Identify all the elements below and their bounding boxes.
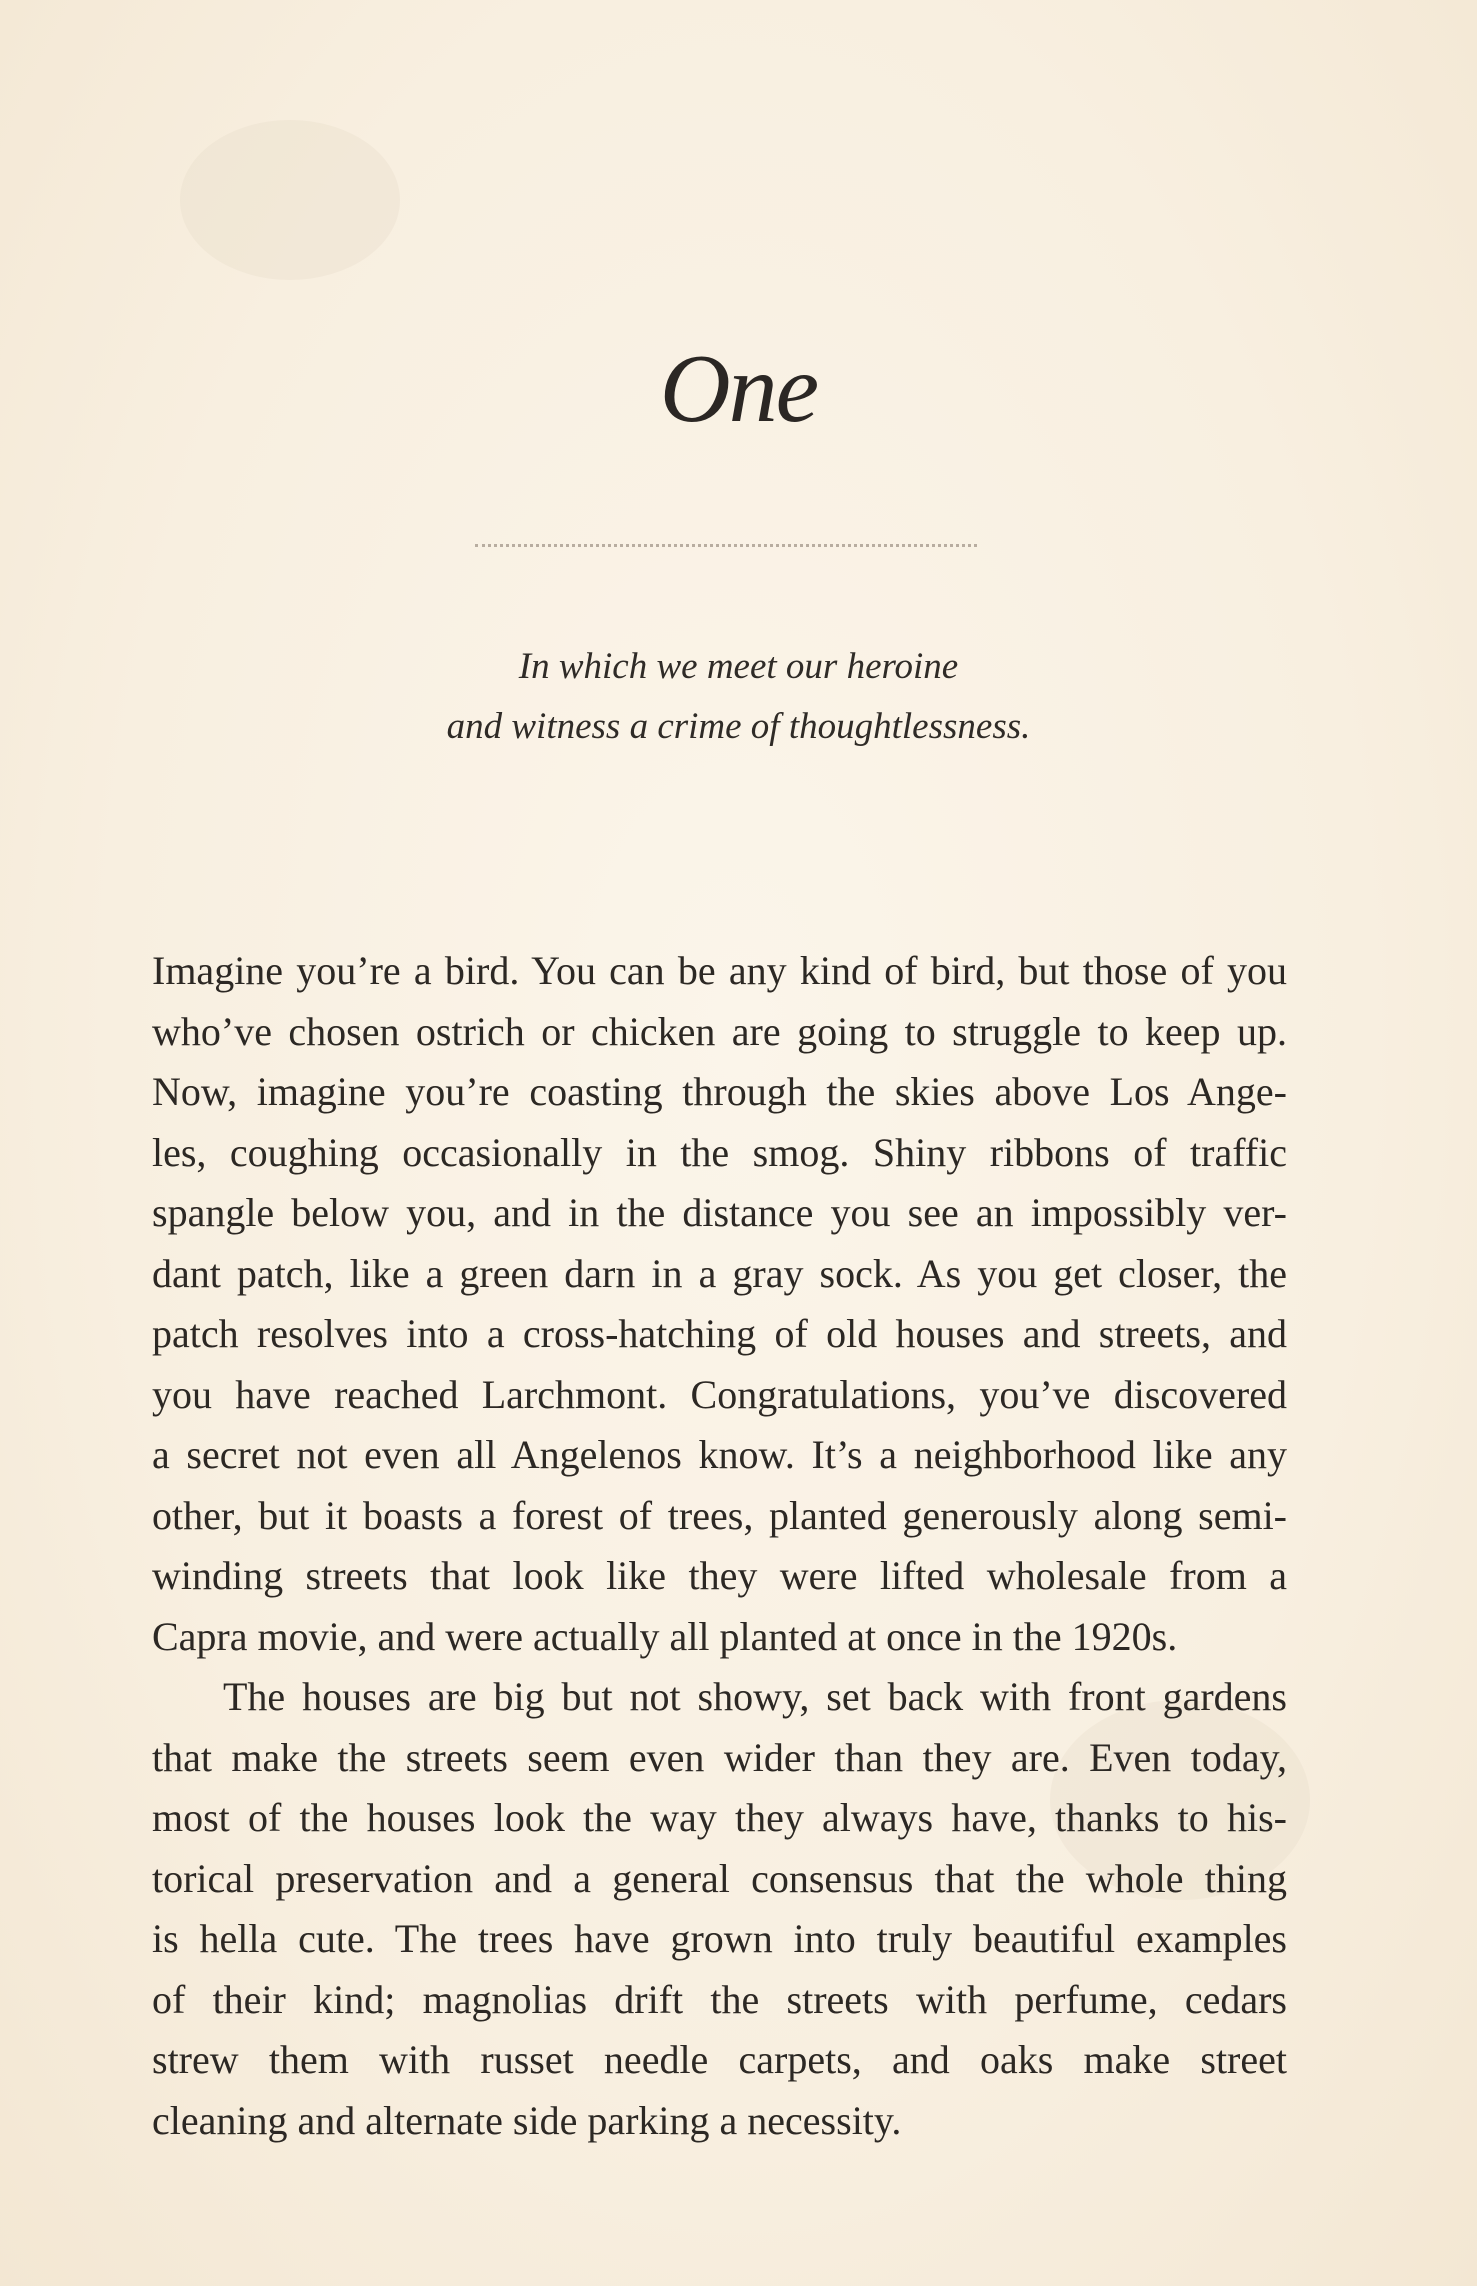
chapter-title: One [659,335,818,443]
text-line: who’ve chosen ostrich or chicken are going to struggle to keep up. [152,1008,1287,1054]
epigraph-line: and witness a crime of thoughtlessness. [446,706,1031,747]
text-line: patch resolves into a cross-hatching of old houses and streets, and [152,1311,1287,1356]
text-line: dant patch, like a green darn in a gray sock. As you get closer, the [152,1250,1287,1296]
text-line: you have reached Larchmont. Congratulations, you’ve discovered [152,1371,1287,1417]
text-line: of their kind; magnolias drift the streets with perfume, cedars [152,1976,1287,2022]
text-line: most of the houses look the way they always have, thanks to his- [152,1795,1287,1840]
text-line: winding streets that look like they were lifted wholesale from a [152,1553,1287,1598]
body-text [152,941,1287,2151]
chapter-epigraph [0,637,1477,757]
text-line: Imagine you’re a bird. You can be any kind of bird, but those of you [152,948,1287,993]
text-line: torical preservation and a general consensus that the whole thing [152,1855,1287,1901]
text-line: Now, imagine you’re coasting through the skies above Los Ange- [152,1069,1287,1114]
text-line: strew them with russet needle carpets, and oaks make street [152,2037,1287,2082]
text-line: other, but it boasts a forest of trees, planted generously along semi- [152,1492,1287,1538]
text-line: Capra movie, and were actually all planted at once in the 1920s. [152,1613,1178,1659]
epigraph-line: In which we meet our heroine [518,646,959,687]
text-line: a secret not even all Angelenos know. It’s a neighborhood like any [152,1432,1287,1477]
text-line: les, coughing occasionally in the smog. Shiny ribbons of traffic [152,1129,1287,1175]
paper-stain [180,120,400,280]
text-line: cleaning and alternate side parking a necessity. [152,2097,902,2143]
paragraph [152,1667,1287,2151]
dotted-divider [475,544,977,547]
text-line: is hella cute. The trees have grown into truly beautiful examples [152,1916,1287,1961]
text-line: that make the streets seem even wider than they are. Even today, [152,1734,1287,1780]
text-line: spangle below you, and in the distance you see an impossibly ver- [152,1190,1287,1235]
text-line: The houses are big but not showy, set back with front gardens [223,1674,1287,1719]
paragraph [152,941,1287,1667]
